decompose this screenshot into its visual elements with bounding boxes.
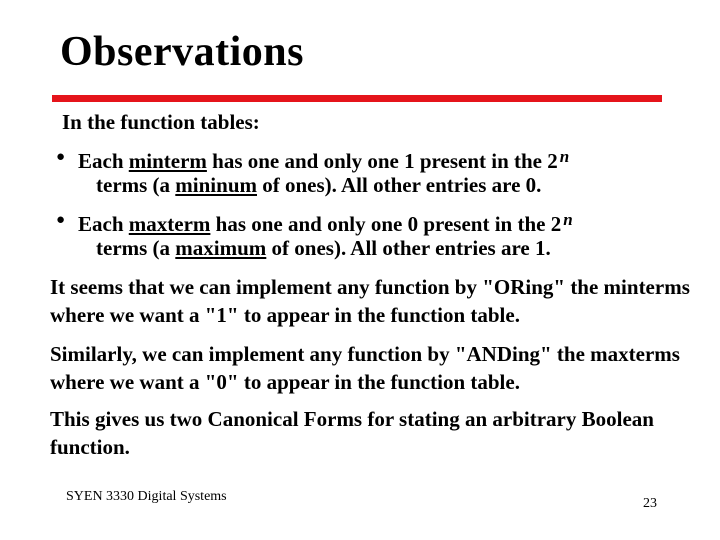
exponent: n xyxy=(559,147,570,166)
exponent: n xyxy=(563,210,573,229)
slide-title: Observations xyxy=(60,29,305,75)
paragraph-oring: It seems that we can implement any function by "ORing" the minterms where we want a "1" to appear in the function table. xyxy=(50,275,690,327)
title-divider xyxy=(52,95,662,102)
bullet-line1: Each maxterm has one and only one 0 present in the 2 $^n$ xyxy=(78,210,573,236)
paragraph-anding: Similarly, we can implement any function by "ANDing" the maxterms where we want a "0" to appear in the function table. xyxy=(50,342,680,394)
paragraph-canonical-forms: This gives us two Canonical Forms for stating an arbitrary Boolean function. xyxy=(50,407,654,459)
keyword-mininum: mininum xyxy=(175,173,257,197)
keyword-maxterm: maxterm xyxy=(128,212,211,236)
intro-text: In the function tables: xyxy=(62,110,260,134)
keyword-minterm: minterm xyxy=(128,149,207,173)
bullet-line2: terms (a maximum of ones). All other entries are 1. xyxy=(96,236,551,260)
bullet-line2: terms (a mininum of ones). All other entries are 0. xyxy=(96,173,542,197)
keyword-maximum: maximum xyxy=(175,236,267,260)
bullet-dot: ● xyxy=(56,149,66,165)
footer-course: SYEN 3330 Digital Systems xyxy=(66,489,227,504)
bullet-line1: Each minterm has one and only one 1 present in the 2 $^n$ xyxy=(78,147,570,173)
page-number: 23 xyxy=(643,496,657,511)
bullet-dot: ● xyxy=(56,212,66,228)
